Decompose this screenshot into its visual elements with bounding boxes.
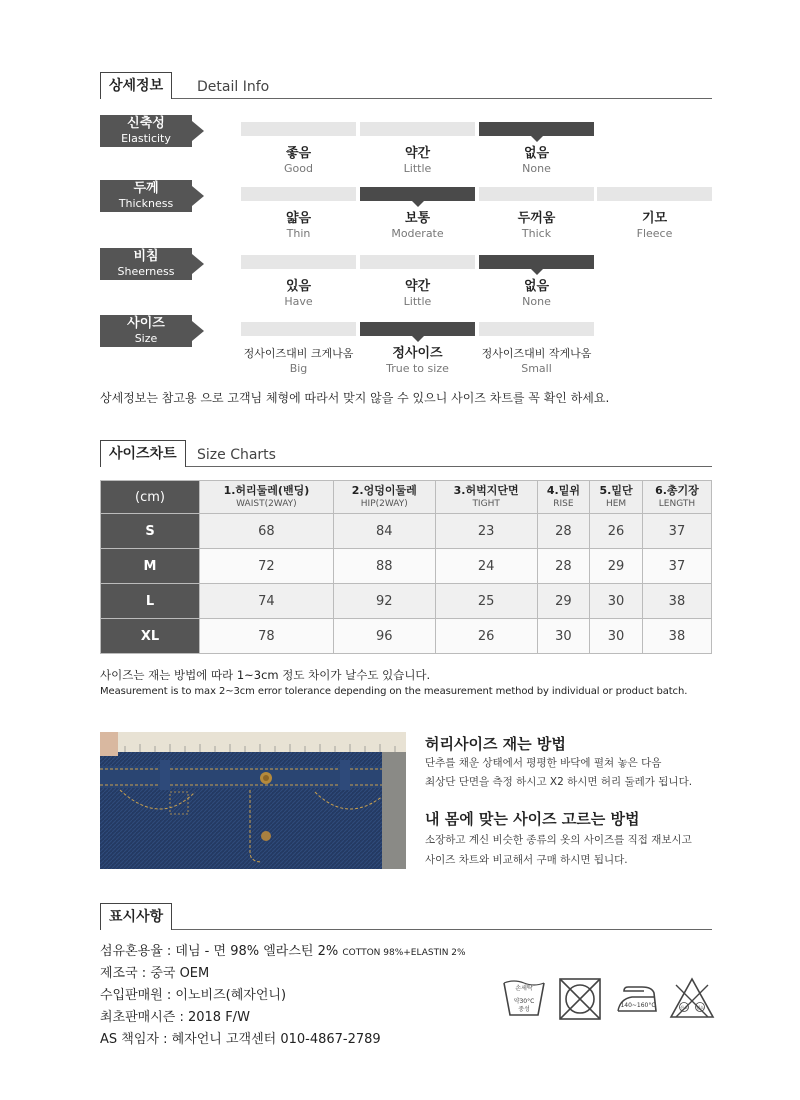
option-en: None: [522, 162, 551, 175]
size-cell: 37: [642, 549, 711, 584]
size-cell: 84: [333, 514, 435, 549]
column-header-ko: 3.허벅지단면: [453, 484, 519, 497]
option-ko: 정사이즈대비 크게나옴: [243, 347, 354, 360]
detail-bar-3-0: [241, 322, 356, 336]
column-header-2: [435, 481, 537, 514]
option-ko: 보통: [404, 211, 431, 226]
option-ko: 없음: [523, 146, 550, 161]
detail-label-en: Elasticity: [121, 132, 171, 145]
detail-option-0-1: [360, 146, 475, 176]
detail-label-ko: 비침: [133, 249, 159, 264]
detail-option-3-2: [479, 346, 594, 376]
column-header-ko: 5.밑단: [599, 484, 633, 497]
detail-label-3: [100, 315, 192, 347]
option-en: Little: [403, 162, 432, 175]
bleach-chlorine-label: 염소: [696, 1005, 704, 1010]
detail-option-1-2: [479, 211, 594, 241]
option-en: Fleece: [636, 227, 673, 240]
detail-bar-2-0: [241, 255, 356, 269]
size-note-en: Measurement is to max 2~3cm error tolerance depending on the measurement method by individual or product batch.: [100, 686, 688, 697]
detail-bar-1-1: [360, 187, 475, 201]
size-cell: 72: [200, 549, 334, 584]
howto-size-title: 내 몸에 맞는 사이즈 고르는 방법: [425, 810, 640, 828]
option-ko: 없음: [523, 279, 550, 294]
origin-country: 제조국 : 중국 OEM: [100, 966, 210, 981]
column-header-en: HEM: [605, 499, 627, 509]
detail-note: 상세정보는 참고용 으로 고객님 체형에 따라서 맞지 않을 수 있으니 사이즈 차트를 꼭 확인 하세요.: [100, 391, 610, 405]
detail-label-ko: 사이즈: [127, 316, 165, 331]
unit-header: (cm): [101, 481, 200, 514]
howto-size-line1: 소장하고 계신 비슷한 종류의 옷의 사이즈를 직접 재보시고: [425, 834, 692, 846]
fiber-ko: 섬유혼용율 : 데님 - 면 98% 엘라스틴 2%: [100, 944, 339, 959]
option-en: Little: [403, 295, 432, 308]
option-ko: 얇음: [285, 211, 312, 226]
size-cell: 30: [590, 619, 643, 654]
detail-option-0-2: [479, 146, 594, 176]
size-cell: 29: [590, 549, 643, 584]
iron-temp-label: 140~160°C: [620, 1002, 656, 1009]
size-label: M: [101, 549, 200, 584]
detail-bar-3-2: [479, 322, 594, 336]
option-en: None: [522, 295, 551, 308]
option-ko: 좋음: [285, 146, 312, 161]
option-en: True to size: [386, 362, 449, 375]
size-cell: 38: [642, 584, 711, 619]
size-cell: 37: [642, 514, 711, 549]
sizechart-section-header: [100, 440, 712, 467]
column-header-en: WAIST(2WAY): [236, 499, 297, 509]
detail-label-ko: 신축성: [127, 116, 165, 131]
table-row: [101, 549, 712, 584]
column-header-ko: 6.총기장: [655, 484, 699, 497]
size-cell: 30: [590, 584, 643, 619]
size-cell: 74: [200, 584, 334, 619]
jeans-waist-photo: [100, 732, 406, 869]
as-contact: AS 책임자 : 혜자언니 고객센터 010-4867-2789: [100, 1032, 381, 1047]
option-ko: 기모: [641, 211, 668, 226]
detail-bar-2-1: [360, 255, 475, 269]
jeans-illustration: [100, 732, 406, 869]
option-ko: 정사이즈: [392, 346, 443, 361]
detail-bar-0-1: [360, 122, 475, 136]
size-note-ko: 사이즈는 재는 방법에 따라 1~3cm 정도 차이가 날수도 있습니다.: [100, 668, 431, 682]
detail-option-1-3: [597, 211, 712, 241]
size-cell: 68: [200, 514, 334, 549]
size-cell: 23: [435, 514, 537, 549]
iron-icon: [612, 975, 660, 1023]
option-en: Good: [284, 162, 313, 175]
size-cell: 29: [537, 584, 590, 619]
detail-label-en: Thickness: [118, 197, 174, 210]
detail-label-ko: 두께: [133, 181, 159, 196]
howto-waist-line2: 최상단 단면을 측정 하시고 X2 하시면 허리 둘레가 됩니다.: [425, 776, 693, 788]
howto-waist-line1: 단추를 채운 상태에서 평평한 바닥에 펼쳐 놓은 다음: [425, 757, 662, 769]
column-header-4: [590, 481, 643, 514]
size-cell: 30: [537, 619, 590, 654]
size-cell: 28: [537, 514, 590, 549]
option-en: Small: [521, 362, 552, 375]
table-row: [101, 584, 712, 619]
detail-option-3-0: [241, 346, 356, 376]
detail-label-en: Size: [134, 332, 158, 345]
column-header-en: LENGTH: [658, 499, 696, 509]
detail-bar-0-2: [479, 122, 594, 136]
option-en: Have: [284, 295, 313, 308]
column-header-5: [642, 481, 711, 514]
size-cell: 92: [333, 584, 435, 619]
size-cell: 96: [333, 619, 435, 654]
option-en: Moderate: [391, 227, 444, 240]
option-ko: 정사이즈대비 작게나옴: [481, 347, 592, 360]
size-chart-body: [101, 514, 712, 654]
detail-bar-3-1: [360, 322, 475, 336]
howto-size-line2: 사이즈 차트와 비교해서 구매 하시면 됩니다.: [425, 854, 628, 866]
detail-section-header: [100, 72, 712, 99]
no-tumble-dry-icon: [556, 975, 604, 1023]
howto-waist-title: 허리사이즈 재는 방법: [425, 735, 566, 753]
detail-bar-0-0: [241, 122, 356, 136]
detail-bar-1-3: [597, 187, 712, 201]
detail-label-0: [100, 115, 192, 147]
detail-option-2-2: [479, 279, 594, 309]
hand-wash-icon: [500, 975, 548, 1023]
option-ko: 약간: [404, 146, 431, 161]
size-cell: 24: [435, 549, 537, 584]
size-cell: 28: [537, 549, 590, 584]
detail-label-en: Sheerness: [117, 265, 175, 278]
size-label: XL: [101, 619, 200, 654]
detail-tab-en: Detail Info: [197, 79, 270, 95]
bleach-oxygen-label: 산소: [680, 1005, 688, 1010]
column-header-0: [200, 481, 334, 514]
detail-tab: 상세정보: [100, 72, 172, 99]
option-en: Big: [289, 362, 308, 375]
size-cell: 38: [642, 619, 711, 654]
column-header-en: HIP(2WAY): [360, 499, 408, 509]
detail-option-2-1: [360, 279, 475, 309]
detail-option-0-0: [241, 146, 356, 176]
sizechart-tab-en: Size Charts: [197, 447, 276, 463]
option-ko: 약간: [404, 279, 431, 294]
size-label: L: [101, 584, 200, 619]
option-en: Thick: [521, 227, 552, 240]
detail-label-2: [100, 248, 192, 280]
wash-temp-label: 약30°C: [513, 998, 535, 1005]
column-header-1: [333, 481, 435, 514]
detail-label-1: [100, 180, 192, 212]
detail-bar-2-2: [479, 255, 594, 269]
fiber-composition: [100, 940, 466, 959]
no-bleach-icon: [668, 975, 716, 1023]
detail-option-2-0: [241, 279, 356, 309]
label-tab: 표시사항: [100, 903, 172, 930]
column-header-en: TIGHT: [472, 499, 500, 509]
size-chart-table: [100, 480, 712, 654]
option-ko: 있음: [285, 279, 312, 294]
table-row: [101, 619, 712, 654]
option-ko: 두꺼움: [517, 211, 556, 226]
first-season: 최초판매시즌 : 2018 F/W: [100, 1010, 250, 1025]
size-cell: 26: [590, 514, 643, 549]
column-header-ko: 1.허리둘레(밴딩): [223, 484, 310, 497]
fiber-en: COTTON 98%+ELASTIN 2%: [342, 948, 466, 958]
size-chart-header-row: [101, 481, 712, 514]
detail-option-1-0: [241, 211, 356, 241]
detail-option-3-1: [360, 346, 475, 376]
detail-bar-1-2: [479, 187, 594, 201]
detail-option-1-1: [360, 211, 475, 241]
size-cell: 25: [435, 584, 537, 619]
size-label: S: [101, 514, 200, 549]
column-header-3: [537, 481, 590, 514]
column-header-ko: 4.밑위: [546, 484, 580, 497]
option-en: Thin: [286, 227, 311, 240]
table-row: [101, 514, 712, 549]
importer: 수입판매원 : 이노비즈(혜자언니): [100, 988, 287, 1003]
size-cell: 88: [333, 549, 435, 584]
detail-bar-1-0: [241, 187, 356, 201]
size-cell: 26: [435, 619, 537, 654]
size-cell: 78: [200, 619, 334, 654]
sizechart-tab: 사이즈차트: [100, 440, 186, 467]
wash-top-label: 손세탁: [515, 985, 533, 992]
column-header-en: RISE: [553, 499, 574, 509]
wash-bottom-label: 중성: [518, 1006, 530, 1013]
label-section-header: [100, 903, 712, 930]
column-header-ko: 2.엉덩이둘레: [351, 484, 417, 497]
